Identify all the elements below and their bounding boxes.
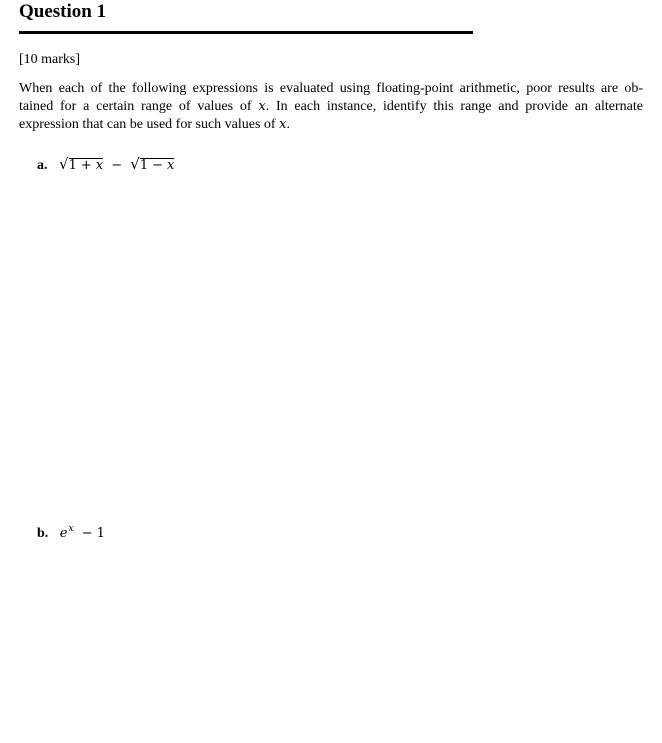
instructions-line-1: When each of the following expressions is evaluated using floating-point arithmetic, poor results are ob- (19, 81, 643, 96)
minus-operator: − (111, 158, 123, 173)
title-underline (19, 31, 473, 34)
instructions-paragraph (19, 80, 643, 134)
instructions-line-3: expression that can be used for such values of x. (19, 117, 290, 132)
question-title: Question 1 (19, 1, 107, 22)
part-b-label: b. (37, 526, 49, 541)
marks-label: [10 marks] (19, 52, 81, 67)
sqrt-icon: √ (130, 155, 140, 173)
sqrt-one-minus-x: √1 − x (130, 155, 175, 173)
variable-x: x (258, 99, 266, 114)
variable-x: x (279, 117, 287, 132)
sqrt-icon: √ (59, 155, 69, 173)
part-b-expression: $e^x - 1$ (59, 524, 105, 541)
sqrt-one-plus-x: √1 + x (59, 155, 104, 173)
part-b (37, 520, 105, 543)
instructions-line-2: tained for a certain range of values of x. In each instance, identify this range and provide an alternate (19, 99, 644, 114)
part-a (37, 155, 174, 175)
part-a-label: a. (37, 158, 48, 173)
part-a-expression (59, 155, 175, 173)
